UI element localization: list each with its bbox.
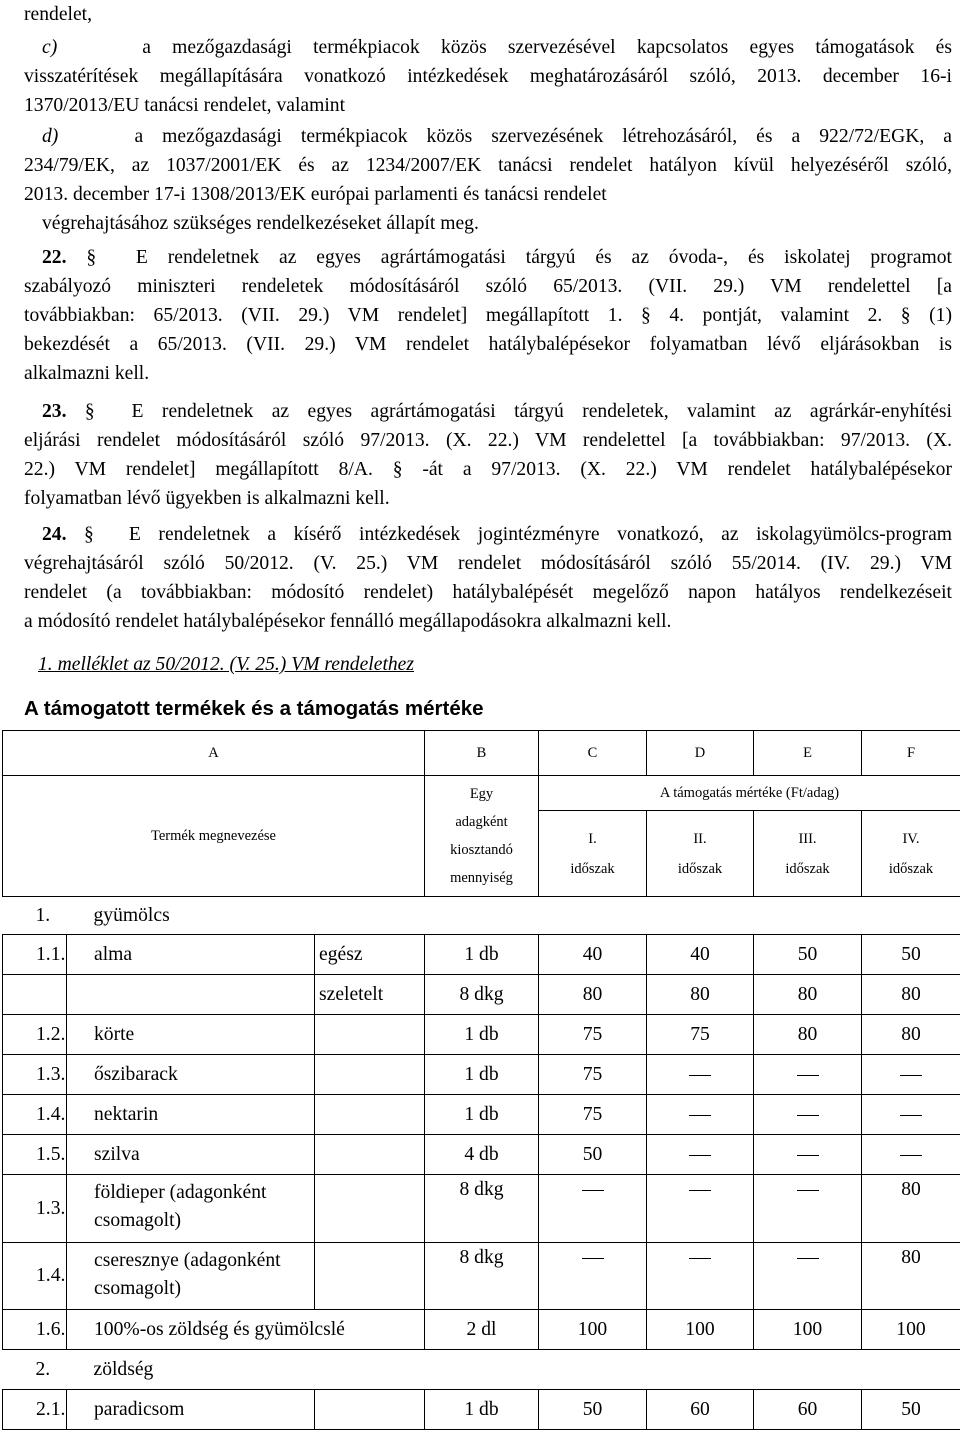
row-period-2-value: 80 <box>647 975 754 1015</box>
text-line: rendelet (a továbbiakban: módosító rendelet) hatálybalépését megelőző napon hatályos rendelkezéseit <box>24 578 952 607</box>
table-row <box>3 935 960 975</box>
section-sign: § <box>86 247 96 268</box>
annex-title: A támogatott termékek és a támogatás mértéke <box>24 697 484 721</box>
row-variant: egész <box>315 935 425 975</box>
row-variant <box>315 1015 425 1055</box>
dose-header <box>425 776 539 897</box>
row-dose: 2 dl <box>425 1310 539 1350</box>
text-line: visszatérítések megállapítására vonatkozó intézkedések meghatározásáról szóló, 2013. december 16-i <box>24 62 952 91</box>
text-span: a mezőgazdasági termékpiacok közös szervezésének létrehozásáról, és a 922/72/EGK, a <box>134 126 952 147</box>
row-name: 100%-os zöldség és gyümölcslé <box>67 1310 425 1350</box>
section-23 <box>24 397 952 513</box>
row-period-4-value: 50 <box>862 935 960 975</box>
table-row <box>3 1135 960 1175</box>
row-number: 1.6. <box>3 1310 67 1350</box>
row-period-4-value: 80 <box>862 1015 960 1055</box>
col-letter-c: C <box>539 731 647 776</box>
text-line <box>24 33 952 62</box>
row-dose: 8 dkg <box>425 1243 539 1310</box>
item-d <box>24 122 952 238</box>
dash-mark <box>582 1258 604 1259</box>
row-period-2-value: 40 <box>647 935 754 975</box>
top-line <box>24 0 952 29</box>
dose-header-line: kiosztandó <box>450 842 513 858</box>
table-row <box>3 1055 960 1095</box>
row-number: 1. <box>3 897 67 935</box>
dash-mark <box>689 1258 711 1259</box>
product-header: Termék megnevezése <box>3 776 425 897</box>
row-period-1-value: 80 <box>539 975 647 1015</box>
header-row-1 <box>3 776 960 811</box>
text-line: továbbiakban: 65/2013. (VII. 29.) VM rendelet] megállapított 1. § 4. pontját, valamint 2. § (1) <box>24 301 952 330</box>
row-period-3-value <box>754 1135 862 1175</box>
period-label: időszak <box>785 861 829 877</box>
text-line: eljárási rendelet módosításáról szóló 97/2013. (X. 22.) VM rendelettel [a továbbiakban: 97/2013. (X. <box>24 426 952 455</box>
text-line: végrehajtásáról szóló 50/2012. (V. 25.) VM rendelet módosításáról szóló 55/2014. (IV. 29.) VM <box>24 549 952 578</box>
group-row <box>3 1350 960 1390</box>
row-name: nektarin <box>67 1095 315 1135</box>
row-period-2-value <box>647 1175 754 1243</box>
dash-mark <box>797 1155 819 1156</box>
text-line: 1370/2013/EU tanácsi rendelet, valamint <box>24 91 952 120</box>
dash-mark <box>689 1190 711 1191</box>
table-row <box>3 1243 960 1310</box>
period-1-header <box>539 811 647 897</box>
row-dose: 8 dkg <box>425 1175 539 1243</box>
section-number: 22. <box>42 247 67 268</box>
text-line: 22.) VM rendelet] megállapított 8/A. § -át a 97/2013. (X. 22.) VM rendelet hatálybalépésekor <box>24 455 952 484</box>
table-row <box>3 975 960 1015</box>
text-span: a mezőgazdasági termékpiacok közös szervezésével kapcsolatos egyes támogatások és <box>142 37 952 58</box>
dash-mark <box>797 1258 819 1259</box>
row-period-2-value <box>647 1243 754 1310</box>
dash-mark <box>900 1155 922 1156</box>
text-line: folyamatban lévő ügyekben is alkalmazni kell. <box>24 484 952 513</box>
row-variant <box>315 1175 425 1243</box>
row-variant <box>315 1135 425 1175</box>
text-span: E rendeletnek az egyes agrártámogatási tárgyú és az óvoda-, és iskolatej programot <box>136 247 952 268</box>
row-period-4-value: 100 <box>862 1310 960 1350</box>
dose-header-line: Egy <box>470 786 493 802</box>
row-period-2-value: 100 <box>647 1310 754 1350</box>
row-name: őszibarack <box>67 1055 315 1095</box>
section-sign: § <box>84 524 94 545</box>
table-row <box>3 1310 960 1350</box>
text-line: végrehajtásához szükséges rendelkezéseket állapít meg. <box>24 209 952 238</box>
group-row <box>3 897 960 935</box>
row-period-3-value <box>754 1243 862 1310</box>
row-period-3-value: 50 <box>754 935 862 975</box>
row-name: zöldség <box>67 1350 960 1390</box>
dash-mark <box>689 1075 711 1076</box>
table-row <box>3 1095 960 1135</box>
period-label: III. <box>798 831 816 847</box>
item-c <box>24 33 952 120</box>
dash-mark <box>900 1115 922 1116</box>
col-letter-d: D <box>647 731 754 776</box>
section-number: 23. <box>42 401 67 422</box>
table-row <box>3 1175 960 1243</box>
row-name: alma <box>67 935 315 975</box>
row-number: 1.1. <box>3 935 67 975</box>
dash-mark <box>797 1190 819 1191</box>
section-number: 24. <box>42 524 67 545</box>
text-line: 234/79/EK, az 1037/2001/EK és az 1234/2007/EK tanácsi rendelet hatályon kívül helyezéséről szóló, <box>24 151 952 180</box>
row-period-3-value <box>754 1095 862 1135</box>
text-line <box>24 397 952 426</box>
row-dose: 1 db <box>425 1390 539 1430</box>
row-number: 2.1. <box>3 1390 67 1430</box>
row-number: 1.4. <box>3 1095 67 1135</box>
row-period-2-value: 75 <box>647 1015 754 1055</box>
row-period-4-value: 80 <box>862 1175 960 1243</box>
row-period-3-value: 100 <box>754 1310 862 1350</box>
row-period-4-value <box>862 1095 960 1135</box>
item-label: c) <box>42 37 57 58</box>
dash-mark <box>797 1075 819 1076</box>
text-line: bekezdését a 65/2013. (VII. 29.) VM rendelet hatálybalépésekor folyamatban lévő eljárásokban is <box>24 330 952 359</box>
row-period-1-value: 50 <box>539 1390 647 1430</box>
row-number <box>3 975 67 1015</box>
row-dose: 1 db <box>425 935 539 975</box>
row-number: 1.5. <box>3 1135 67 1175</box>
row-dose: 1 db <box>425 1055 539 1095</box>
row-period-4-value: 80 <box>862 975 960 1015</box>
row-dose: 4 db <box>425 1135 539 1175</box>
row-dose: 1 db <box>425 1015 539 1055</box>
support-header: A támogatás mértéke (Ft/adag) <box>539 776 960 811</box>
text-line <box>24 520 952 549</box>
row-period-1-value: 75 <box>539 1015 647 1055</box>
section-22 <box>24 243 952 388</box>
text-line: szabályozó miniszteri rendeletek módosításáról szóló 65/2013. (VII. 29.) VM rendelettel [a <box>24 272 952 301</box>
period-label: I. <box>588 831 596 847</box>
period-label: időszak <box>678 861 722 877</box>
section-sign: § <box>85 401 95 422</box>
row-period-4-value <box>862 1135 960 1175</box>
dash-mark <box>582 1190 604 1191</box>
column-letter-row <box>3 731 960 776</box>
text-span: E rendeletnek a kísérő intézkedések jogintézményre vonatkozó, az iskolagyümölcs-program <box>129 524 952 545</box>
col-letter-a: A <box>3 731 425 776</box>
row-period-4-value <box>862 1055 960 1095</box>
row-name: szilva <box>67 1135 315 1175</box>
dose-header-line: mennyiség <box>450 870 513 886</box>
row-period-1-value <box>539 1243 647 1310</box>
annex-link[interactable]: 1. melléklet az 50/2012. (V. 25.) VM rendelethez <box>38 654 414 676</box>
row-name: cseresznye (adagonként csomagolt) <box>67 1243 315 1310</box>
row-period-1-value: 50 <box>539 1135 647 1175</box>
row-period-2-value <box>647 1055 754 1095</box>
support-table <box>2 730 960 1430</box>
row-period-2-value <box>647 1095 754 1135</box>
row-dose: 8 dkg <box>425 975 539 1015</box>
item-label: d) <box>42 126 58 147</box>
text-line: rendelet, <box>24 0 952 29</box>
text-line: 2013. december 17-i 1308/2013/EK európai parlamenti és tanácsi rendelet <box>24 180 952 209</box>
col-letter-b: B <box>425 731 539 776</box>
row-dose: 1 db <box>425 1095 539 1135</box>
row-name <box>67 975 315 1015</box>
period-label: időszak <box>889 861 933 877</box>
row-period-1-value: 40 <box>539 935 647 975</box>
dash-mark <box>689 1155 711 1156</box>
text-span: E rendeletnek az egyes agrártámogatási tárgyú rendeletek, valamint az agrárkár-enyhítési <box>132 401 952 422</box>
row-name: gyümölcs <box>67 897 960 935</box>
row-number: 1.3. <box>3 1175 67 1243</box>
row-variant <box>315 1095 425 1135</box>
period-2-header <box>647 811 754 897</box>
period-4-header <box>862 811 960 897</box>
row-period-2-value <box>647 1135 754 1175</box>
row-variant <box>315 1243 425 1310</box>
dash-mark <box>797 1115 819 1116</box>
row-period-2-value: 60 <box>647 1390 754 1430</box>
row-variant <box>315 1055 425 1095</box>
row-number: 1.3. <box>3 1055 67 1095</box>
row-period-3-value: 60 <box>754 1390 862 1430</box>
row-period-3-value: 80 <box>754 1015 862 1055</box>
row-name: körte <box>67 1015 315 1055</box>
row-period-1-value <box>539 1175 647 1243</box>
dose-header-line: adagként <box>455 814 507 830</box>
text-line: alkalmazni kell. <box>24 359 952 388</box>
row-number: 1.2. <box>3 1015 67 1055</box>
row-number: 1.4. <box>3 1243 67 1310</box>
row-period-4-value: 80 <box>862 1243 960 1310</box>
period-label: IV. <box>902 831 919 847</box>
dash-mark <box>689 1115 711 1116</box>
period-label: II. <box>693 831 706 847</box>
row-period-1-value: 75 <box>539 1095 647 1135</box>
row-period-3-value <box>754 1055 862 1095</box>
row-period-1-value: 100 <box>539 1310 647 1350</box>
col-letter-e: E <box>754 731 862 776</box>
period-label: időszak <box>570 861 614 877</box>
row-period-3-value: 80 <box>754 975 862 1015</box>
dash-mark <box>900 1075 922 1076</box>
row-period-4-value: 50 <box>862 1390 960 1430</box>
text-line <box>24 243 952 272</box>
period-3-header <box>754 811 862 897</box>
row-number: 2. <box>3 1350 67 1390</box>
row-name: földieper (adagonként csomagolt) <box>67 1175 315 1243</box>
row-period-3-value <box>754 1175 862 1243</box>
section-24 <box>24 520 952 636</box>
row-variant: szeletelt <box>315 975 425 1015</box>
table-row <box>3 1015 960 1055</box>
col-letter-f: F <box>862 731 960 776</box>
text-line <box>24 122 952 151</box>
text-line: a módosító rendelet hatálybalépésekor fennálló megállapodásokra alkalmazni kell. <box>24 607 952 636</box>
row-name: paradicsom <box>67 1390 315 1430</box>
row-period-1-value: 75 <box>539 1055 647 1095</box>
